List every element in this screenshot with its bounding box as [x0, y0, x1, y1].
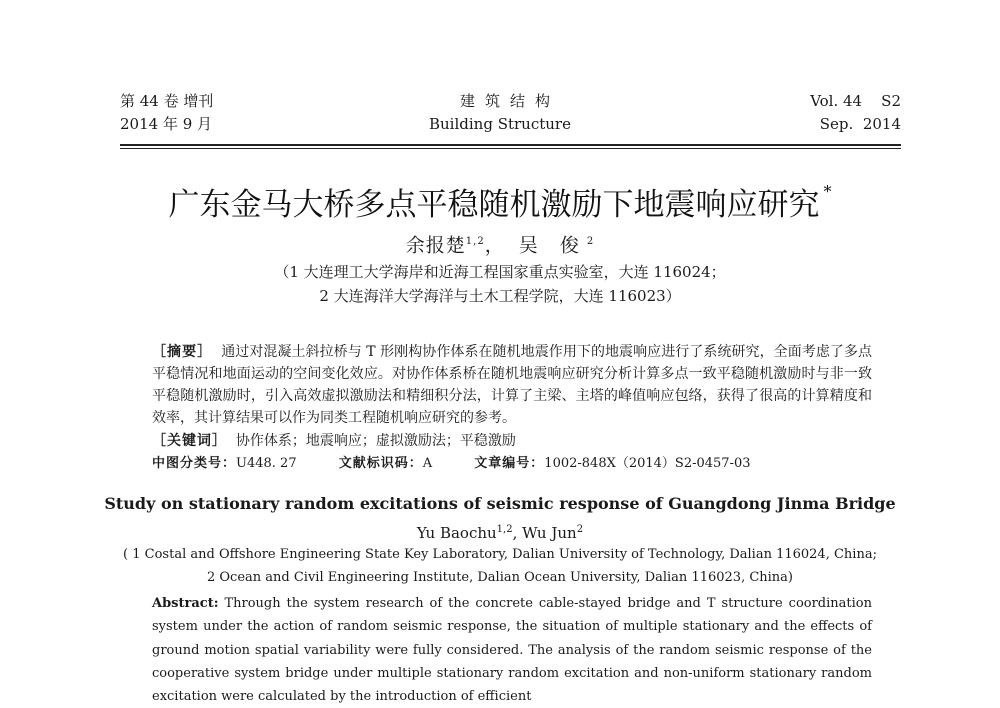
journal-volume-en: Vol. 44 S2 — [810, 92, 901, 110]
abstract-en-label: Abstract: — [152, 596, 219, 611]
affiliation-cn-2: 2 大连海洋大学海洋与土木工程学院，大连 116023） — [319, 287, 681, 305]
header-rule-thin — [120, 148, 901, 149]
doc-code-label: 文献标识码： — [338, 456, 423, 471]
title-footnote-mark: * — [823, 182, 832, 201]
author-1-cn-affil: 1,2 — [465, 236, 485, 247]
abstract-en — [152, 592, 872, 708]
affiliation-en-1: ( 1 Costal and Offshore Engineering State Key Laboratory, Dalian University of Technology, Dalian 116024, China; — [123, 547, 877, 562]
journal-name-cn: 建筑结构 — [459, 92, 560, 110]
authors-cn — [0, 229, 1000, 258]
journal-name-en: Building Structure — [429, 115, 571, 133]
abstract-cn-label: ［摘要］ — [152, 344, 213, 360]
author-separator-en: , — [512, 524, 523, 542]
author-1-cn: 余报楚 — [405, 234, 466, 257]
keywords-cn-text: 协作体系；地震响应；虚拟激励法；平稳激励 — [235, 433, 516, 449]
classification-row — [152, 453, 789, 475]
paper-title-cn — [0, 170, 1000, 227]
affiliation-en-2: 2 Ocean and Civil Engineering Institute, Dalian Ocean University, Dalian 116023, China) — [206, 570, 793, 585]
paper-title-cn-text: 广东金马大桥多点平稳随机激励下地震响应研究 — [168, 187, 820, 223]
keywords-cn-label: ［关键词］ — [152, 433, 227, 449]
author-separator-cn: ， — [484, 234, 505, 257]
author-2-en: Wu Jun — [522, 524, 577, 542]
abstract-cn-text: 通过对混凝土斜拉桥与 T 形刚构协作体系在随机地震作用下的地震响应进行了系统研究，全面考虑了多点平稳情况和地面运动的空间变化效应。对协作体系桥在随机地震响应研究分析计算多点一致平稳随机激励时与非一致平稳随机激励时，引入高效虚拟激励法和精细积分法，计算了主梁、主塔的峰值响应包络，获得了很高的计算精度和效率，其计算结果可以作为同类工程随机响应研究的参考。 — [152, 344, 872, 426]
clc-value: U448. 27 — [236, 456, 297, 471]
affiliation-cn-1: （1 大连理工大学海岸和近海工程国家重点实验室，大连 116024； — [274, 263, 726, 281]
journal-date-cn: 2014 年 9 月 — [120, 115, 213, 133]
article-number-label: 文章编号： — [474, 456, 545, 471]
journal-date-en: Sep. 2014 — [819, 115, 901, 133]
authors-en — [0, 519, 1000, 544]
header-rule-thick — [120, 144, 901, 146]
journal-volume-issue: 第 44 卷 增刊 — [120, 92, 214, 110]
author-2-en-affil: 2 — [576, 524, 584, 535]
abstract-cn — [152, 341, 872, 429]
author-2-cn: 吴 俊 — [518, 234, 587, 257]
clc-label: 中图分类号： — [152, 456, 237, 471]
keywords-cn — [152, 430, 516, 452]
abstract-en-text: Through the system research of the concrete cable-stayed bridge and T structure coordination system under the action of random seismic response, the situation of multiple stationary and the effects of ground motion spatial variability were fully considered. The analysis of the random seismic response of the cooperative system bridge under multiple stationary random excitation and non-uniform stationary random excitation were calculated by the introduction of efficient — [152, 596, 872, 705]
author-1-en: Yu Baochu — [416, 524, 497, 542]
paper-title-en: Study on stationary random excitations of seismic response of Guangdong Jinma Bridge — [104, 494, 896, 513]
author-2-cn-affil: 2 — [586, 236, 595, 247]
author-1-en-affil: 1,2 — [496, 524, 513, 535]
doc-code-value: A — [422, 456, 433, 471]
article-number-value: 1002-848X（2014）S2-0457-03 — [544, 456, 751, 471]
